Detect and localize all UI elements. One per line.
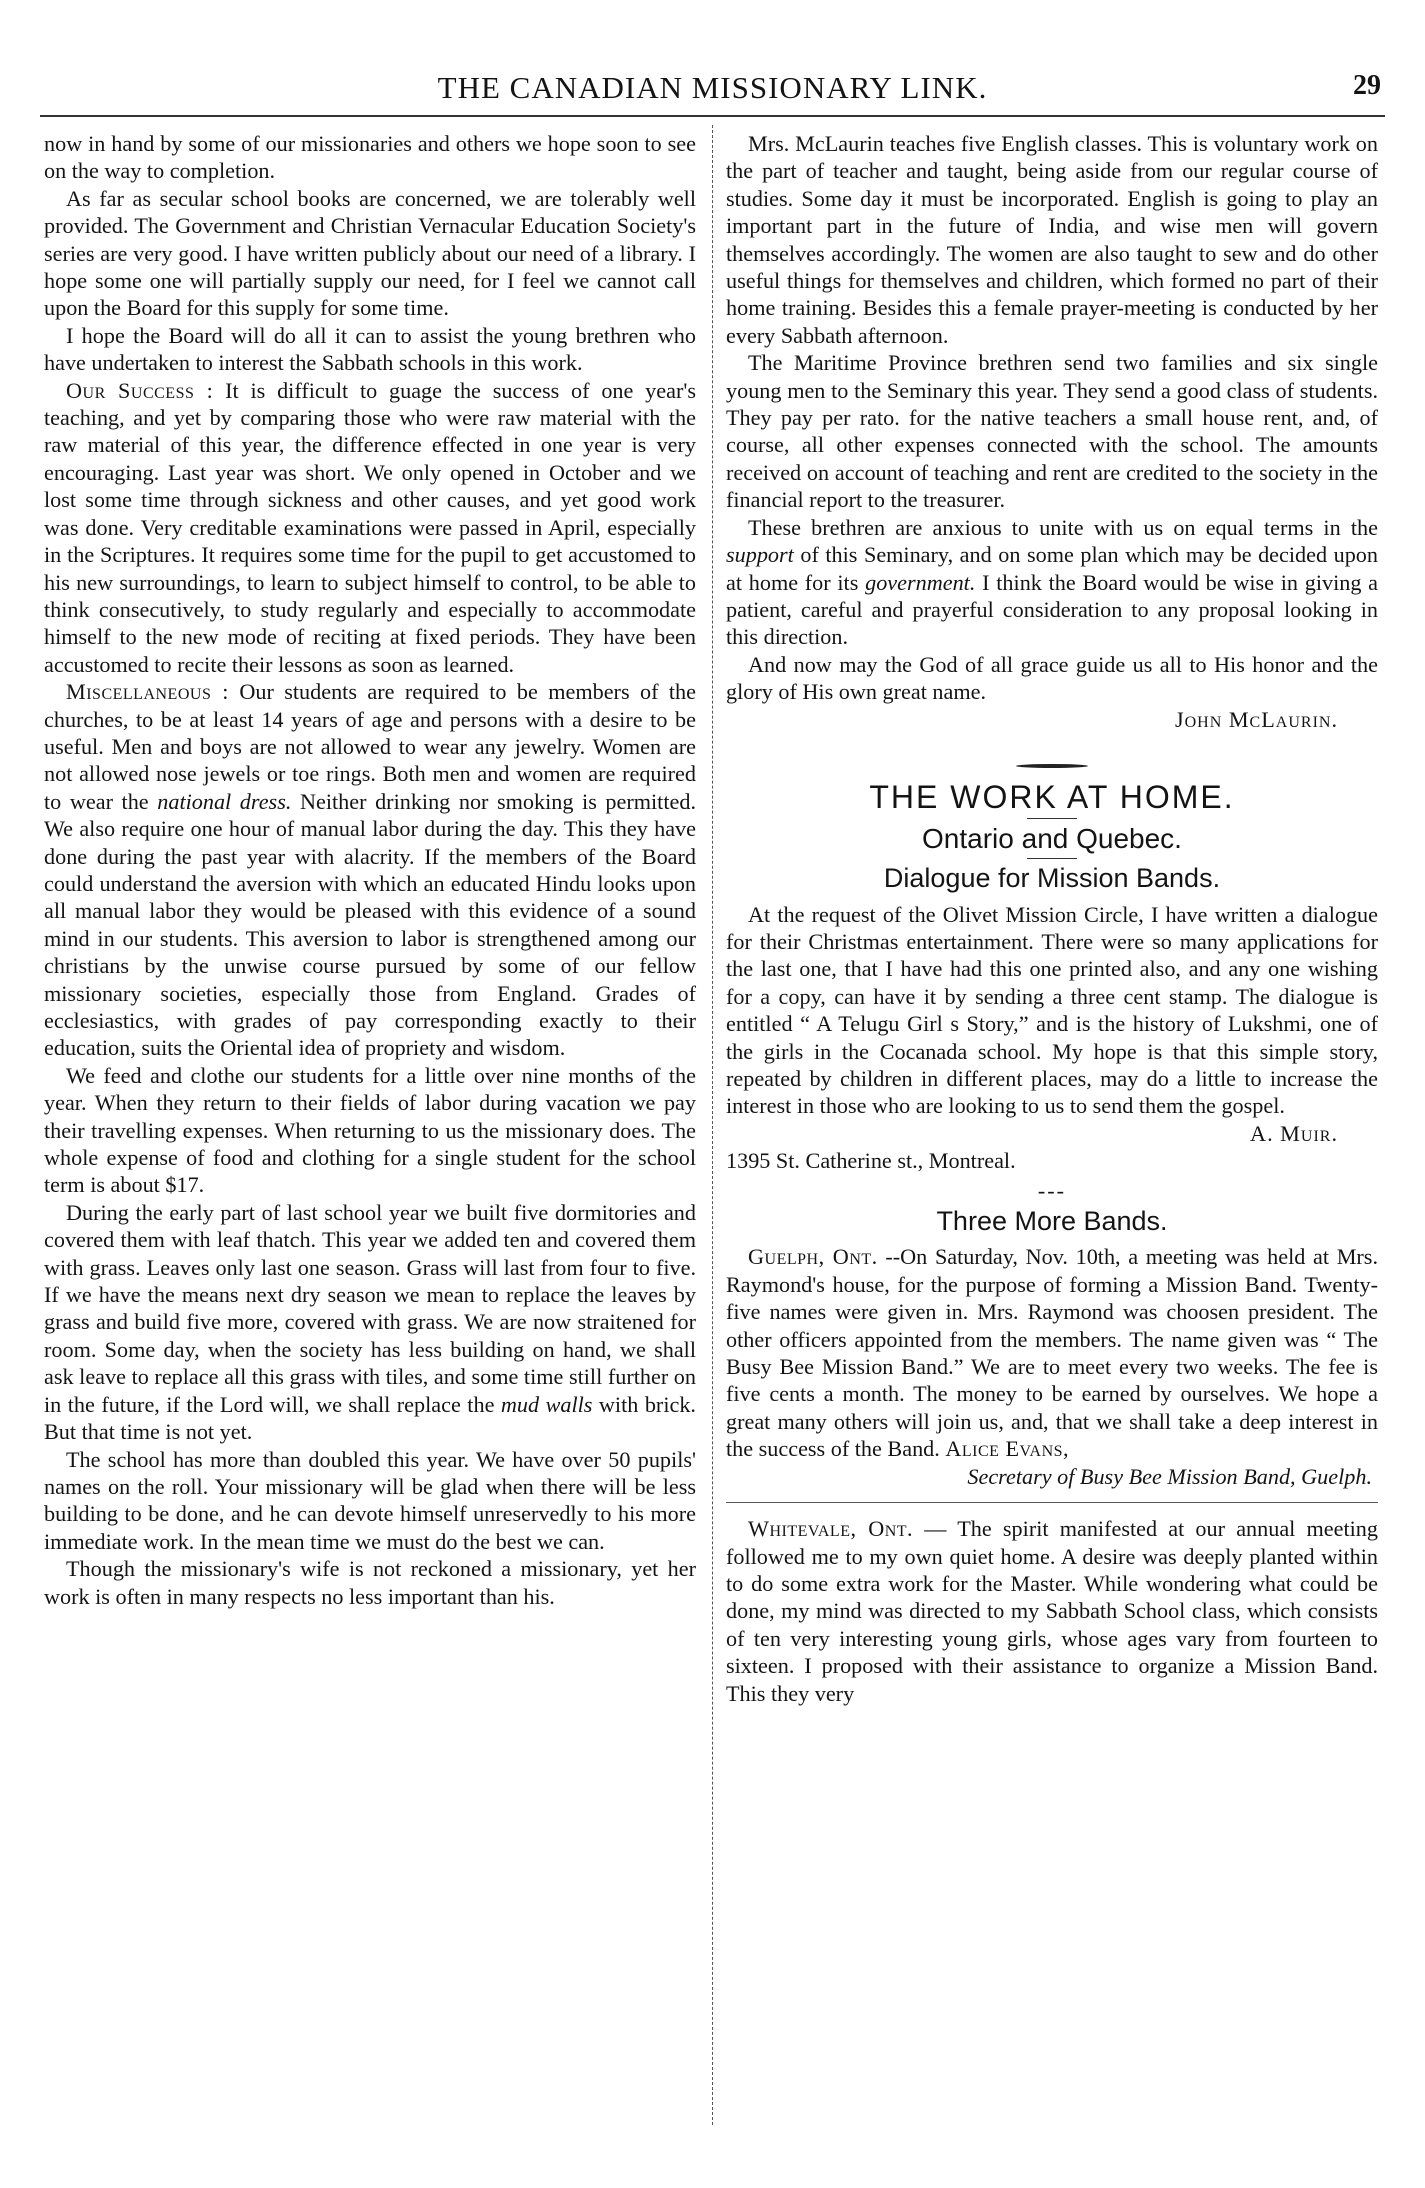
paragraph: We feed and clothe our students for a little over nine months of the year. When they return to their fields of labor during vacation we pay their travelling expenses. When returning to us the missionary does. The whole expense of food and clothing for a single student for the school term is about $17. (44, 1062, 696, 1198)
journal-title: THE CANADIAN MISSIONARY LINK. (437, 70, 988, 105)
paragraph: The Maritime Province brethren send two families and six single young men to the Seminary this year. They send a good class of students. They pay per rato. for the native teachers a small house rent, and, of course, all other expenses connected with the school. The amounts received on account of teaching and rent are credited to the society in the financial report to the treasurer. (726, 350, 1378, 513)
address: 1395 St. Catherine st., Montreal. (726, 1148, 1016, 1174)
article-heading: Three More Bands. (936, 1206, 1168, 1237)
signature: A. Muir. (1250, 1120, 1338, 1146)
short-rule (1027, 818, 1077, 819)
column-divider (712, 125, 713, 2125)
paragraph: Mrs. McLaurin teaches five English classes. This is voluntary work on the part of teacher and taught, being aside from our regular course of studies. Some day it must be incorporated. English is going to play an important part in the future of India, and wise men will govern themselves accordingly. The women are also taught to sew and do other useful things for themselves and children, which formed no part of their home training. Besides this a female prayer-meeting is conducted by her every Sabbath afternoon. (726, 131, 1378, 348)
paragraph-text: These brethren are anxious to unite with us on equal terms in the (748, 514, 1378, 540)
run-in-heading: Miscellaneous : (66, 679, 229, 705)
paragraph-miscellaneous (44, 678, 696, 1062)
separator-mark: --- (1037, 1177, 1067, 1203)
paragraph: At the request of the Olivet Mission Circle, I have written a dialogue for their Christmas entertainment. There were so many applications for the last one, that I have had this one printed also, and any one wishing for a copy, can have it by sending a three cent stamp. The dialogue is entitled “ A Telugu Girl s Story,” and is the history of Lukshmi, one of the girls in the Cocanada school. My hope is that this simple story, repeated by children in different places, may do a little to increase the interest in those who are looking to us to send them the gospel. (726, 901, 1378, 1119)
article-heading: Dialogue for Mission Bands. (883, 863, 1221, 894)
run-in-heading: Guelph, Ont. (748, 1244, 878, 1270)
paragraph (726, 514, 1378, 651)
section-heading: THE WORK AT HOME. (869, 779, 1235, 816)
running-header (40, 70, 1385, 110)
section-rule (726, 1502, 1378, 1503)
paragraph-text: I think the Board would be wise in giving a patient, careful and prayerful consideration to any proposal looking in this direction. (726, 569, 1379, 650)
italic-text: mud walls (500, 1391, 593, 1417)
run-in-heading: Our Success : (66, 377, 214, 403)
paragraph-text: of this Seminary, and on some plan which may be decided upon at home for its (726, 542, 1378, 595)
paragraph: now in hand by some of our missionaries and others we hope soon to see on the way to completion. (44, 131, 696, 184)
paragraph: As far as secular school books are concerned, we are tolerably well provided. The Government and Christian Vernacular Education Society's series are very good. I have written publicly about our need of a library. I hope some one will partially supply our need, for I feel we cannot call upon the Board for this supply for some time. (44, 185, 696, 321)
paragraph (726, 1243, 1378, 1462)
subsection-heading: Ontario and Quebec. (922, 822, 1182, 854)
short-rule (1027, 858, 1077, 859)
paragraph-text: It is difficult to guage the success of one year's teaching, and yet by comparing those who were raw material with the raw material of this year, the difference effected in one year is very encouraging. Last year was short. We only opened in October and we lost some time through sickness and other causes, and yet good work was done. Very creditable examinations were passed in April, especially in the Scriptures. It requires some time for the pupil to get accustomed to his new surroundings, to learn to subject himself to control, to be able to think consecutively, to study regularly and especially to accommodate himself to the new mode of reciting at fixed periods. They have been accustomed to recite their lessons as soon as learned. (44, 377, 696, 677)
paragraph-our-success (44, 377, 696, 678)
signature: John McLaurin. (1174, 706, 1338, 732)
paragraph: And now may the God of all grace guide us all to His honor and the glory of His own great name. (726, 651, 1378, 705)
header-rule (40, 115, 1385, 117)
paragraph: Though the missionary's wife is not reckoned a missionary, yet her work is often in many respects no less important than his. (44, 1556, 696, 1609)
italic-text: support (726, 542, 794, 568)
left-column (44, 130, 696, 1610)
paragraph: I hope the Board will do all it can to assist the young brethren who have undertaken to interest the Sabbath schools in this work. (44, 322, 696, 376)
paragraph-text: Neither drinking nor smoking is permitted. We also require one hour of manual labor during the day. This they have done during the past year with alacrity. If the members of the Board could understand the aversion with which an educated Hindu looks upon all manual labor they would be pleased with this evidence of a sound mind in our students. This aversion to labor is strengthened among our christians by the unwise course pursued by some of our fellow missionary societies, especially those from England. Grades of ecclesiastics, with grades of pay corresponding exactly to their education, suits the Oriental idea of propriety and wisdom. (44, 788, 697, 1061)
paragraph-text: During the early part of last school year we built five dormitories and covered them with leaf thatch. This year we added ten and covered them with grass. Leaves only last one season. Grass will last from four to five. If we have the means next dry season we mean to replace the leaves by grass and build five more, covered with grass. We are now straitened for room. Some day, when the society has less building on hand, we shall ask leave to replace all this grass with tiles, and some time still further on in the future, if the Lord will, we shall replace the (44, 1199, 696, 1417)
run-in-heading: Whitevale, Ont. (748, 1516, 914, 1542)
signature-title: Secretary of Busy Bee Mission Band, Guelph. (967, 1463, 1372, 1489)
paragraph-text: --On Saturday, Nov. 10th, a meeting was held at Mrs. Raymond's house, for the purpose of forming a Mission Band. Twenty-five names were given in. Mrs. Raymond was choosen president. The other officers appointed from the members. The name given was “ The Busy Bee Mission Band.” We are to meet every two weeks. The fee is five cents a month. The money to be earned by ourselves. We hope a great many others will join us, and, that we shall take a deep interest in the success of the Band. (726, 1244, 1378, 1462)
paragraph-text: — The spirit manifested at our annual meeting followed me to my own quiet home. A desire was deeply planted within to do some extra work for the Master. While wondering what could be done, my mind was directed to my Sabbath School class, which consists of ten very interesting young girls, whose ages vary from fourteen to sixteen. I proposed with their assistance to organize a Mission Band. This they very (726, 1516, 1378, 1706)
paragraph-text: with brick. But that time is not yet. (44, 1391, 696, 1445)
paragraph: The school has more than doubled this year. We have over 50 pupils' names on the roll. Your missionary will be glad when there will be less building to be done, and he can devote himself unreservedly to his more immediate work. In the mean time we must do the best we can. (44, 1446, 696, 1554)
paragraph (44, 1199, 696, 1446)
italic-text: national dress. (157, 788, 292, 814)
right-column (726, 130, 1378, 1707)
ornament-rule (726, 747, 1378, 774)
paragraph (726, 1515, 1378, 1707)
paragraph-text: Our students are required to be members of the churches, to be at least 14 years of age and persons with a desire to be useful. Men and boys are not allowed to wear any jewelry. Women are not allowed nose jewels or toe rings. Both men and women are required to wear the (44, 679, 696, 814)
signature-inline: Alice Evans, (945, 1436, 1070, 1462)
italic-text: government. (865, 569, 976, 595)
page-number: 29 (1353, 70, 1381, 101)
